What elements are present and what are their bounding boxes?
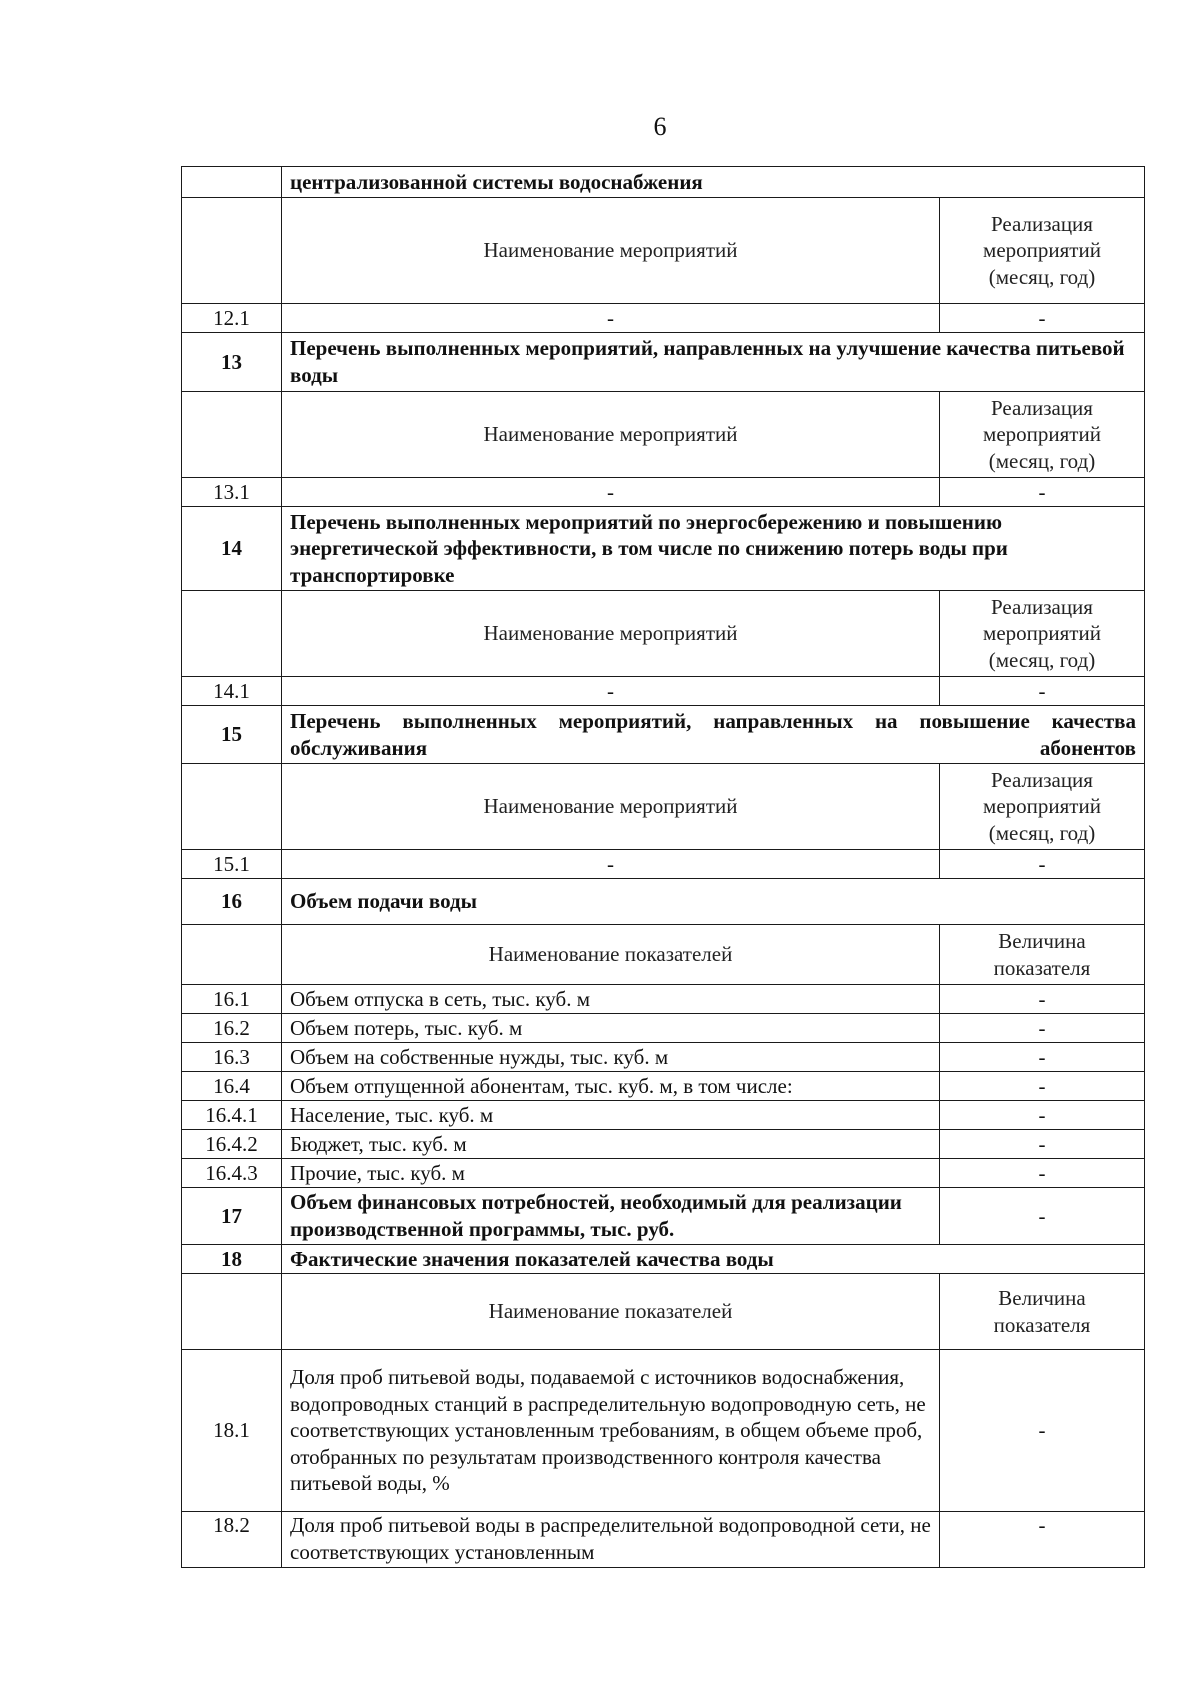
row-name: Доля проб питьевой воды в распределительной водопроводной сети, не соответствующих установленным [282,1512,940,1568]
section-row [182,879,1145,925]
table-row [182,1043,1145,1072]
column-header-row [182,764,1145,850]
column-header-name: Наименование мероприятий [282,392,940,478]
table-row [182,850,1145,879]
row-value: - [939,677,1144,706]
table-row [182,985,1145,1014]
row-number: 13.1 [182,478,282,507]
row-name: Объем финансовых потребностей, необходимый для реализации производственной программы, тыс. руб. [282,1188,940,1245]
row-number: 18.2 [182,1512,282,1568]
row-name: Доля проб питьевой воды, подаваемой с источников водоснабжения, водопроводных станций в распределительную водопроводную сеть, не соответствующих установленным требованиям, в общем объеме проб, отобранных по результатам производственного контроля качества питьевой воды, % [282,1350,940,1512]
row-value: - [939,1159,1144,1188]
empty-cell [182,925,282,985]
empty-cell [182,198,282,304]
row-value: - [939,1188,1144,1245]
row-number: 18.1 [182,1350,282,1512]
column-header-row [182,1274,1145,1350]
section-title: Фактические значения показателей качества воды [282,1245,1145,1274]
column-header-value: Величина показателя [939,925,1144,985]
row-value: - [939,1512,1144,1568]
row-value: - [939,850,1144,879]
row-value: - [939,1101,1144,1130]
empty-cell [182,591,282,677]
row-value: - [939,1130,1144,1159]
row-name: - [282,478,940,507]
empty-cell [182,1274,282,1350]
row-name: Объем на собственные нужды, тыс. куб. м [282,1043,940,1072]
table-row [182,1130,1145,1159]
table-row [182,1512,1145,1568]
row-name: Население, тыс. куб. м [282,1101,940,1130]
section-title: Перечень выполненных мероприятий, направленных на повышение качества обслуживания абонентов [282,706,1145,764]
column-header-name: Наименование показателей [282,1274,940,1350]
column-header-name: Наименование мероприятий [282,591,940,677]
row-number: 17 [182,1188,282,1245]
column-header-row [182,925,1145,985]
page-number: 6 [653,112,667,141]
row-number: 16.4.1 [182,1101,282,1130]
row-number: 14.1 [182,677,282,706]
section-title: Перечень выполненных мероприятий, направленных на улучшение качества питьевой воды [282,333,1145,392]
row-number: 12.1 [182,304,282,333]
row-name: Прочие, тыс. куб. м [282,1159,940,1188]
row-number: 14 [182,507,282,591]
section-row [182,1245,1145,1274]
row-number: 16.4.2 [182,1130,282,1159]
row-number: 16 [182,879,282,925]
section-row [182,333,1145,392]
production-program-table [181,166,1145,1568]
table-row [182,1188,1145,1245]
column-header-row [182,198,1145,304]
column-header-row [182,392,1145,478]
row-number: 16.3 [182,1043,282,1072]
column-header-row [182,591,1145,677]
table-row [182,304,1145,333]
table-row [182,1101,1145,1130]
row-value: - [939,1014,1144,1043]
row-number: 15.1 [182,850,282,879]
table-row [182,1159,1145,1188]
section-title: Перечень выполненных мероприятий по энергосбережению и повышению энергетической эффективности, в том числе по снижению потерь воды при транспортировке [282,507,1145,591]
row-number: 16.2 [182,1014,282,1043]
column-header-value: Реализация мероприятий (месяц, год) [939,392,1144,478]
table-row [182,478,1145,507]
column-header-value: Величина показателя [939,1274,1144,1350]
column-header-value: Реализация мероприятий (месяц, год) [939,764,1144,850]
row-number [182,167,282,198]
section-title: Объем подачи воды [282,879,1145,925]
row-number: 15 [182,706,282,764]
table-row [182,1014,1145,1043]
row-name: Объем отпуска в сеть, тыс. куб. м [282,985,940,1014]
row-name: Объем отпущенной абонентам, тыс. куб. м, в том числе: [282,1072,940,1101]
row-value: - [939,304,1144,333]
section-row [182,507,1145,591]
row-number: 16.4.3 [182,1159,282,1188]
row-number: 16.4 [182,1072,282,1101]
column-header-value: Реализация мероприятий (месяц, год) [939,198,1144,304]
column-header-name: Наименование мероприятий [282,198,940,304]
row-number: 18 [182,1245,282,1274]
table-row [182,1072,1145,1101]
empty-cell [182,764,282,850]
row-name: - [282,304,940,333]
table-row [182,1350,1145,1512]
row-value: - [939,1072,1144,1101]
row-number: 16.1 [182,985,282,1014]
row-value: - [939,985,1144,1014]
row-name: Объем потерь, тыс. куб. м [282,1014,940,1043]
section-title: централизованной системы водоснабжения [282,167,1145,198]
row-name: - [282,850,940,879]
row-name: - [282,677,940,706]
row-number: 13 [182,333,282,392]
column-header-value: Реализация мероприятий (месяц, год) [939,591,1144,677]
column-header-name: Наименование мероприятий [282,764,940,850]
section-row [182,167,1145,198]
empty-cell [182,392,282,478]
row-value: - [939,478,1144,507]
column-header-name: Наименование показателей [282,925,940,985]
section-row [182,706,1145,764]
row-value: - [939,1350,1144,1512]
row-name: Бюджет, тыс. куб. м [282,1130,940,1159]
table-row [182,677,1145,706]
row-value: - [939,1043,1144,1072]
